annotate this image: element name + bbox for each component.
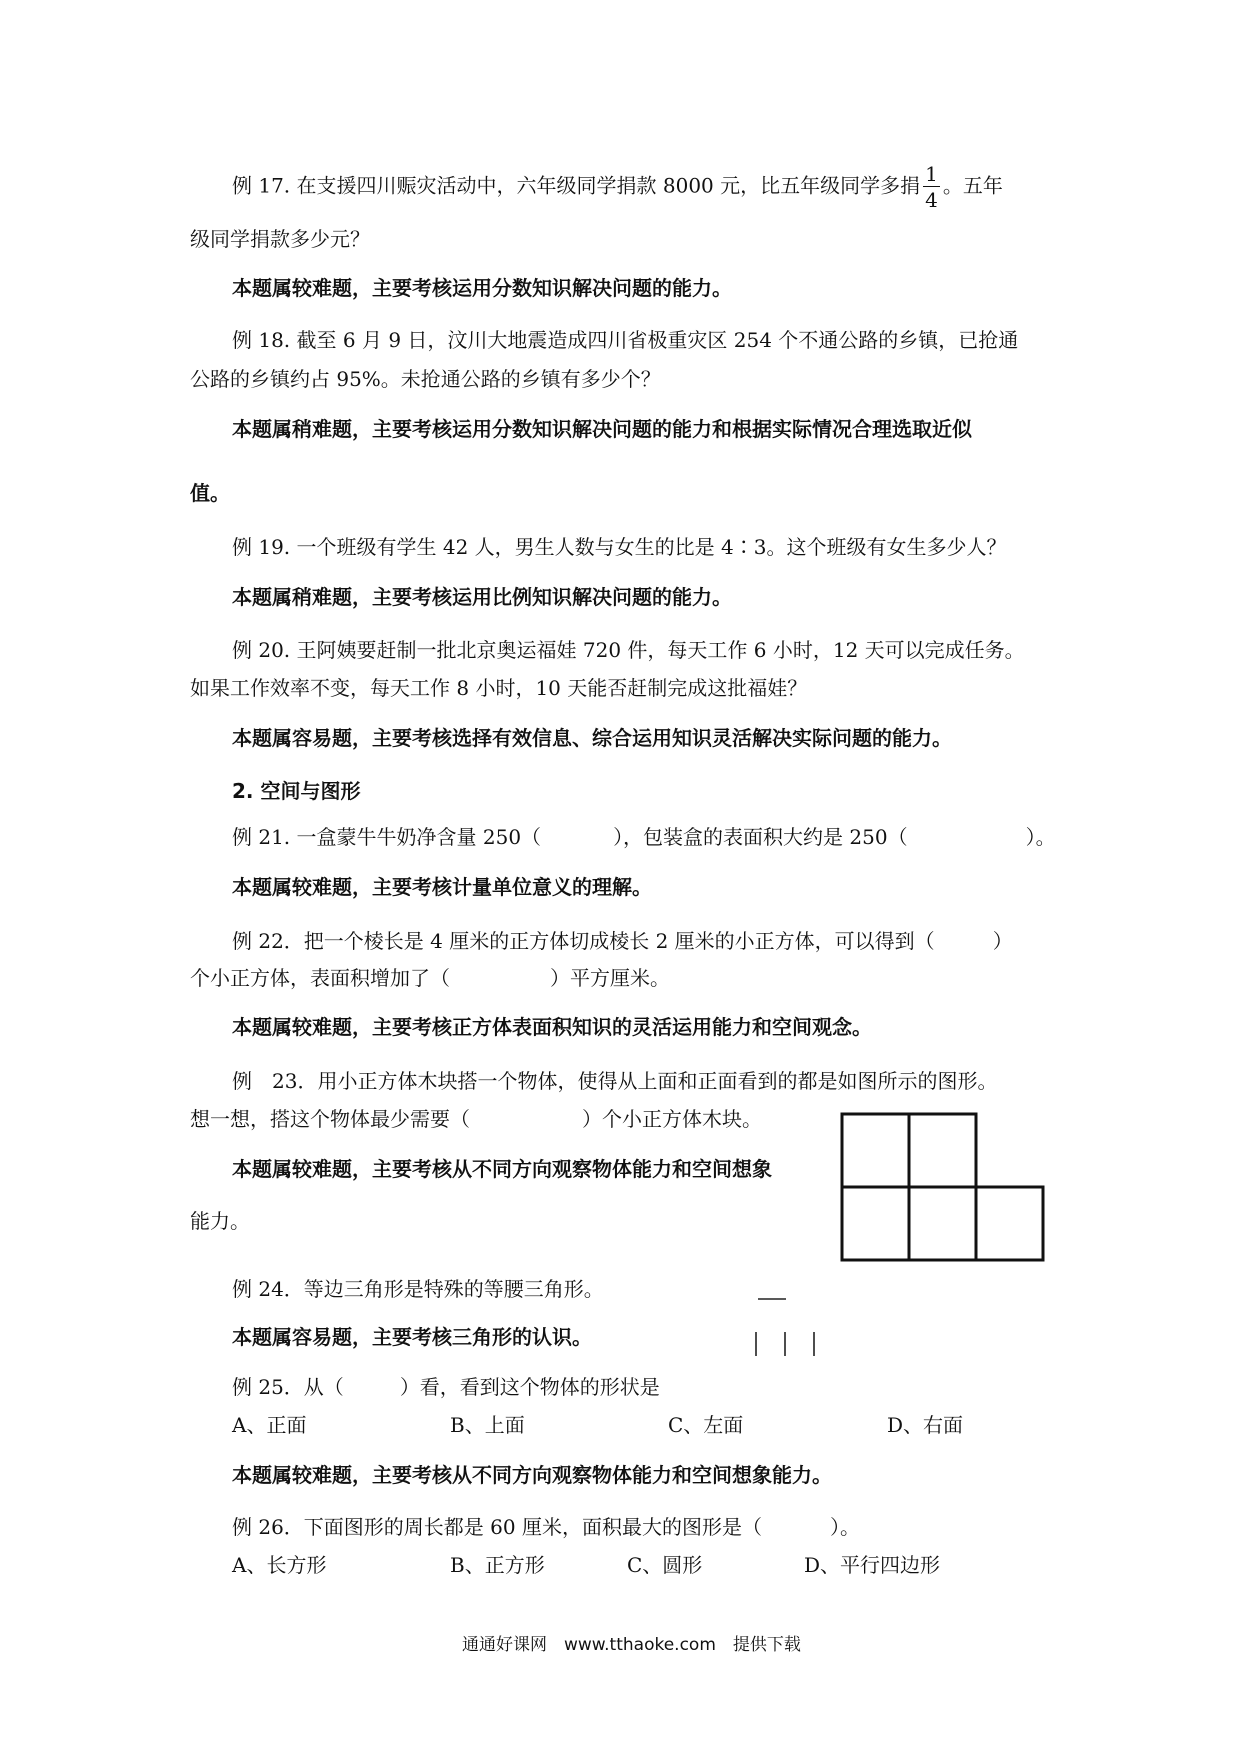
ex19-line1: 例 19. 一个班级有学生 42 人，男生人数与女生的比是 4∶3。这个班级有女生多少人？ — [232, 535, 1007, 559]
ex23-line2: 想一想，搭这个物体最少需要（ ）个小正方体木块。 — [190, 1107, 762, 1131]
ex24-line1: 例 24．等边三角形是特殊的等腰三角形。 — [232, 1277, 604, 1301]
figure-square — [976, 1187, 1043, 1260]
ex18-note-line1: 本题属稍难题，主要考核运用分数知识解决问题的能力和根据实际情况合理选取近似 — [232, 417, 972, 441]
ex23-line1: 例 23．用小正方体木块搭一个物体，使得从上面和正面看到的都是如图所示的图形。 — [232, 1069, 998, 1093]
ex23-cube-view-figure — [840, 1112, 1046, 1262]
ex20-line2: 如果工作效率不变，每天工作 8 小时，10 天能否赶制完成这批福娃？ — [190, 676, 808, 700]
ex23-note-line1: 本题属较难题，主要考核从不同方向观察物体能力和空间想象 — [232, 1157, 772, 1181]
ex18-line2: 公路的乡镇约占 95%。未抢通公路的乡镇有多少个？ — [190, 367, 661, 391]
ex21-note: 本题属较难题，主要考核计量单位意义的理解。 — [232, 875, 652, 899]
ex22-line2: 个小正方体，表面积增加了（ ）平方厘米。 — [190, 966, 670, 990]
fraction-one-quarter — [923, 164, 940, 210]
figure-square — [909, 1187, 976, 1260]
ex19-note: 本题属稍难题，主要考核运用比例知识解决问题的能力。 — [232, 585, 732, 609]
ex25-note: 本题属较难题，主要考核从不同方向观察物体能力和空间想象能力。 — [232, 1463, 832, 1487]
section-title: 2. 空间与图形 — [232, 779, 361, 803]
ex22-line1: 例 22．把一个棱长是 4 厘米的正方体切成棱长 2 厘米的小正方体，可以得到（ ） — [232, 929, 1013, 953]
ex18-note-line2: 值。 — [190, 481, 230, 505]
fraction-denominator: 4 — [925, 188, 938, 212]
ex18-line1: 例 18. 截至 6 月 9 日，汶川大地震造成四川省极重灾区 254 个不通公路的乡镇，已抢通 — [232, 328, 1019, 352]
ex17-note: 本题属较难题，主要考核运用分数知识解决问题的能力。 — [232, 276, 732, 300]
ex17-line2: 级同学捐款多少元？ — [190, 227, 370, 251]
ex25-option-d: D、右面 — [887, 1413, 964, 1437]
ex25-line1: 例 25．从（ ）看，看到这个物体的形状是 — [232, 1375, 660, 1399]
ex25-option-b: B、上面 — [450, 1413, 525, 1437]
ex20-line1: 例 20. 王阿姨要赶制一批北京奥运福娃 720 件，每天工作 6 小时，12 天可以完成任务。 — [232, 638, 1025, 662]
ex26-option-a: A、长方形 — [232, 1553, 327, 1577]
page-footer: 通通好课网 www.tthaoke.com 提供下载 — [462, 1635, 801, 1655]
ex24-note: 本题属容易题，主要考核三角形的认识。 — [232, 1325, 592, 1349]
ex23-note-line2: 能力。 — [190, 1209, 250, 1233]
ex26-option-c: C、圆形 — [627, 1553, 703, 1577]
ex17-line1: 例 17. 在支援四川赈灾活动中，六年级同学捐款 8000 元，比五年级同学多捐 $\frac{1}{4}$ 。五年 — [232, 162, 1003, 212]
ex26-option-d: D、平行四边形 — [804, 1553, 941, 1577]
figure-square — [842, 1187, 909, 1260]
ex25-view-figure — [752, 1296, 822, 1356]
ex26-line1: 例 26．下面图形的周长都是 60 厘米，面积最大的图形是（ ）。 — [232, 1515, 860, 1539]
ex20-note: 本题属容易题，主要考核选择有效信息、综合运用知识灵活解决实际问题的能力。 — [232, 726, 952, 750]
ex26-option-b: B、正方形 — [450, 1553, 545, 1577]
ex22-note: 本题属较难题，主要考核正方体表面积知识的灵活运用能力和空间观念。 — [232, 1015, 872, 1039]
figure-square — [842, 1114, 909, 1187]
ex25-option-c: C、左面 — [668, 1413, 744, 1437]
figure-square — [909, 1114, 976, 1187]
ex21-line1: 例 21. 一盒蒙牛牛奶净含量 250（ ），包装盒的表面积大约是 250（ ）。 — [232, 825, 1056, 849]
ex25-option-a: A、正面 — [232, 1413, 307, 1437]
fraction-numerator: 1 — [925, 162, 938, 186]
